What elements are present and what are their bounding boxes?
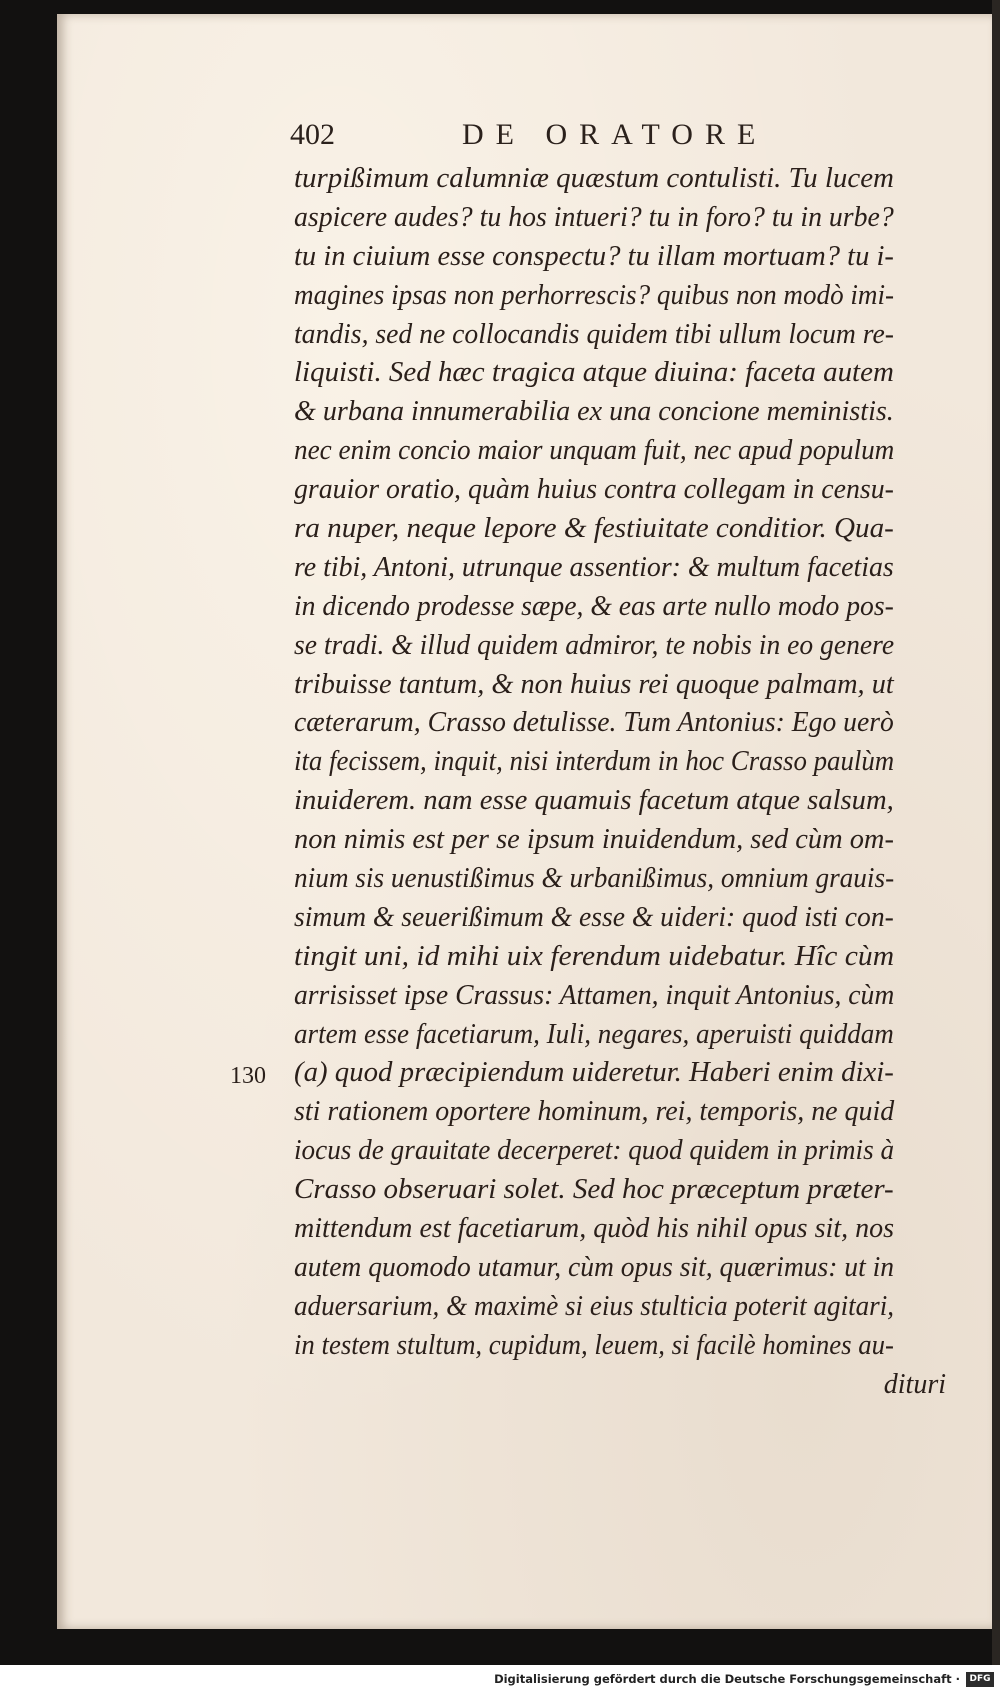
text-line: [294, 588, 946, 627]
text-line-content: & urbana innumerabilia ex una concione meministis.: [294, 396, 894, 428]
page-text: [294, 160, 946, 1405]
text-line-content: sti rationem oportere hominum, rei, temporis, ne quid: [294, 1096, 895, 1128]
text-line: [294, 1210, 946, 1249]
running-head-title: DE ORATORE: [462, 118, 768, 151]
text-line-content: mittendum est facetiarum, quòd his nihil opus sit, nos: [294, 1213, 895, 1245]
text-line: [294, 1093, 946, 1132]
text-line: [294, 977, 946, 1016]
running-head: [290, 118, 810, 154]
text-line: [294, 510, 946, 549]
footer: [0, 1668, 1000, 1693]
text-line: [294, 821, 946, 860]
text-line: [294, 782, 946, 821]
text-line: [294, 549, 946, 588]
text-line-content: (a) quod præcipiendum uideretur. Haberi enim dixi-: [294, 1057, 894, 1089]
text-line-content: liquisti. Sed hæc tragica atque diuina: faceta autem: [294, 357, 894, 389]
text-line: [294, 432, 946, 471]
text-line: [294, 393, 946, 432]
text-line: [294, 860, 946, 899]
text-line: [294, 1054, 946, 1093]
text-line: [294, 1327, 946, 1366]
text-line-content: ita fecissem, inquit, nisi interdum in hoc Crasso paulùm: [294, 746, 895, 778]
text-line-content: grauior oratio, quàm huius contra collegam in censu-: [294, 474, 894, 506]
text-line-content: artem esse facetiarum, Iuli, negares, aperuisti quiddam: [294, 1018, 894, 1050]
text-line: [294, 704, 946, 743]
text-line: [294, 354, 946, 393]
text-line-content: magines ipsas non perhorrescis? quibus non modò imi-: [294, 279, 895, 311]
text-line: [294, 743, 946, 782]
text-line-content: turpißimum calumniæ quæstum contulisti. Tu lucem: [294, 163, 894, 194]
text-line-content: tribuisse tantum, & non huius rei quoque palmam, ut: [294, 668, 894, 700]
text-line: [294, 899, 946, 938]
text-line-content: tandis, sed ne collocandis quidem tibi ullum locum re-: [294, 318, 894, 350]
text-line-content: ra nuper, neque lepore & festiuitate conditior. Qua-: [294, 513, 894, 545]
text-line-content: dituri: [883, 1368, 946, 1400]
text-line-content: iocus de grauitate decerperet: quod quidem in primis à: [294, 1135, 895, 1167]
text-line-content: simum & seuerißimum & esse & uideri: quod isti con-: [294, 901, 894, 933]
text-line-content: aduersarium, & maximè si eius stulticia poterit agitari,: [294, 1290, 895, 1322]
text-line-content: aspicere audes? tu hos intueri? tu in foro? tu in urbe?: [294, 201, 894, 233]
funding-notice: Digitalisierung gefördert durch die Deutsche Forschungsgemeinschaft ·: [494, 1672, 960, 1686]
text-line-content: tu in ciuium esse conspectu? tu illam mortuam? tu i-: [294, 240, 894, 272]
text-line: [294, 238, 946, 277]
dfg-logo: DFG: [966, 1672, 994, 1687]
text-line: [294, 1249, 946, 1288]
text-line: [294, 316, 946, 355]
scan-edge: [992, 0, 1000, 1665]
text-line-content: re tibi, Antoni, utrunque assentior: & multum facetias: [294, 551, 894, 583]
text-line: [294, 1171, 946, 1210]
page-number: 402: [290, 118, 335, 151]
text-line: [294, 160, 946, 199]
text-line: [294, 1288, 946, 1327]
text-line-content: se tradi. & illud quidem admiror, te nobis in eo genere: [294, 629, 895, 661]
text-line-content: in dicendo prodesse sæpe, & eas arte nullo modo pos-: [294, 590, 894, 622]
text-line: [294, 1132, 946, 1171]
text-line-content: autem quomodo utamur, cùm opus sit, quærimus: ut in: [294, 1251, 895, 1283]
margin-line-number: 130: [230, 1063, 266, 1089]
text-line-content: nium sis uenustißimus & urbanißimus, omnium grauis-: [294, 863, 895, 895]
text-line-content: nec enim concio maior unquam fuit, nec apud populum: [294, 435, 895, 467]
text-line: [294, 1366, 946, 1405]
text-line: [294, 938, 946, 977]
text-line-content: non nimis est per se ipsum inuidendum, sed cùm om-: [294, 824, 894, 856]
text-line: [294, 666, 946, 705]
text-line-content: cæterarum, Crasso detulisse. Tum Antonius: Ego uerò: [294, 707, 894, 739]
text-line: [294, 199, 946, 238]
text-line-content: Crasso obseruari solet. Sed hoc præceptum præter-: [294, 1174, 894, 1206]
text-line-content: arrisisset ipse Crassus: Attamen, inquit Antonius, cùm: [294, 979, 895, 1011]
text-line: [294, 471, 946, 510]
text-line: [294, 1016, 946, 1055]
text-line-content: inuiderem. nam esse quamuis facetum atque salsum,: [294, 785, 894, 817]
text-line: [294, 277, 946, 316]
text-line: [294, 627, 946, 666]
text-line-content: in testem stultum, cupidum, leuem, si facilè homines au-: [294, 1329, 894, 1361]
text-line-content: tingit uni, id mihi uix ferendum uidebatur. Hîc cùm: [294, 940, 895, 972]
